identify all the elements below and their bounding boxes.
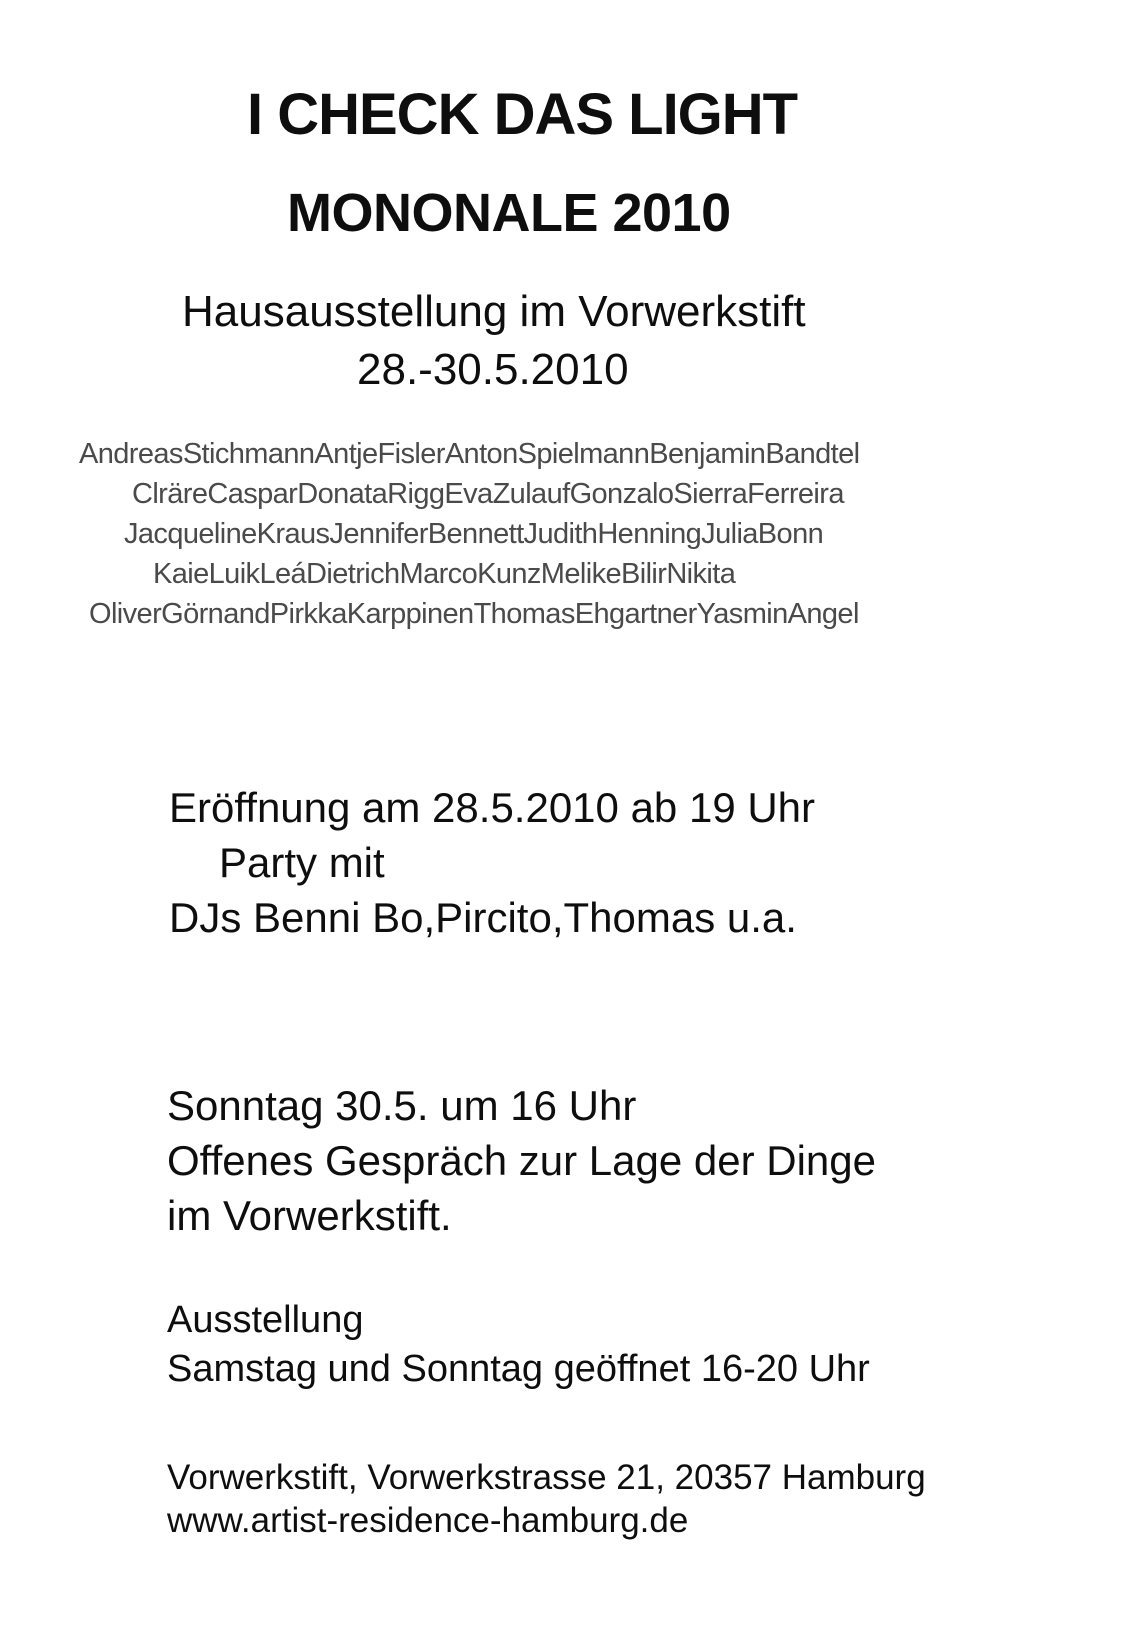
talk-date: Sonntag 30.5. um 16 Uhr [167, 1082, 637, 1129]
venue-address: Vorwerkstift, Vorwerkstrasse 21, 20357 Hamburg [167, 1458, 926, 1497]
artist-line: JacquelineKrausJenniferBennettJudithHenningJuliaBonn [124, 518, 824, 550]
flyer-title: I CHECK DAS LIGHT [247, 82, 798, 147]
talk-location: im Vorwerkstift. [167, 1192, 452, 1239]
venue-website-link[interactable]: www.artist-residence-hamburg.de [167, 1501, 689, 1540]
artist-line: OliverGörnandPirkkaKarppinenThomasEhgartnerYasminAngel [89, 598, 859, 630]
talk-title: Offenes Gespräch zur Lage der Dinge [167, 1137, 876, 1184]
exhibition-name: Hausausstellung im Vorwerkstift [182, 287, 806, 336]
opening-date: Eröffnung am 28.5.2010 ab 19 Uhr [169, 784, 816, 831]
opening-party: Party mit [219, 839, 385, 886]
exhibition-dates: 28.-30.5.2010 [357, 345, 629, 394]
artist-line: ClräreCasparDonataRiggEvaZulaufGonzaloSierraFerreira [132, 478, 844, 510]
hours-text: Samstag und Sonntag geöffnet 16-20 Uhr [167, 1348, 870, 1390]
hours-label: Ausstellung [167, 1299, 364, 1341]
artist-line: AndreasStichmannAntjeFislerAntonSpielmannBenjaminBandtel [79, 438, 860, 470]
flyer-subtitle: MONONALE 2010 [287, 183, 731, 243]
artist-line: KaieLuikLeáDietrichMarcoKunzMelikeBilirNikita [153, 558, 736, 590]
opening-djs: DJs Benni Bo,Pircito,Thomas u.a. [169, 894, 797, 941]
